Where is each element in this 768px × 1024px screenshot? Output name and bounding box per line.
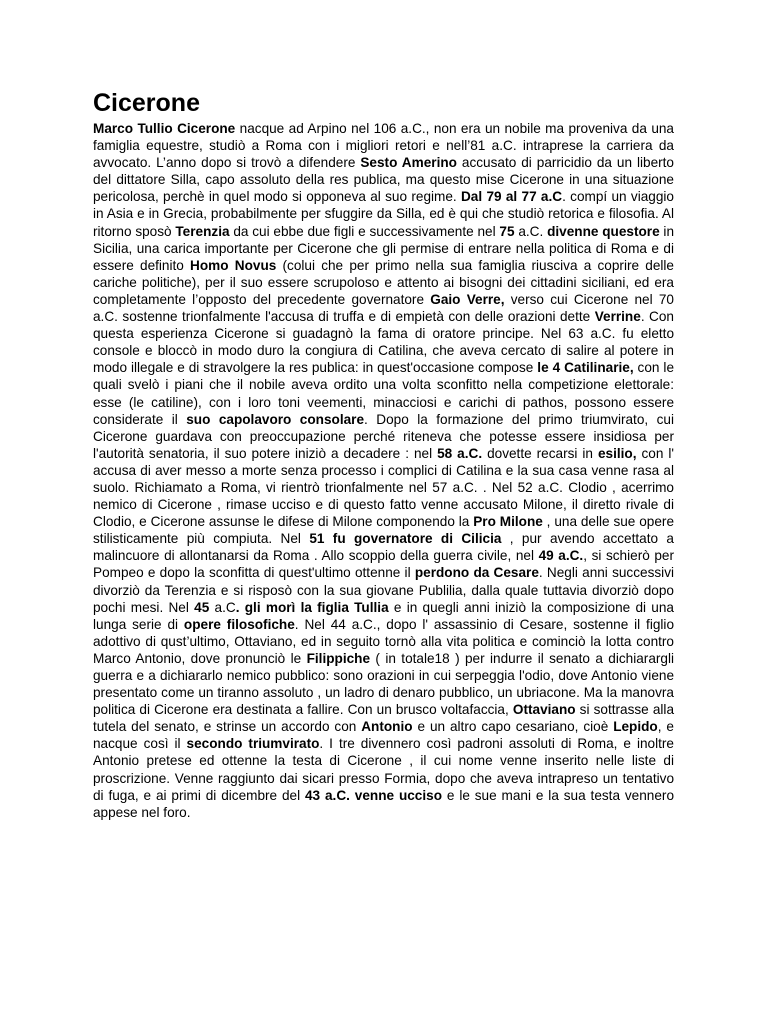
bold-text-run: 45	[194, 599, 210, 615]
text-run: ( in totale18 ) per indurre il senato a dichiarargli guerra e a dichiararlo nemico pubblico: sono orazioni in cui serpeggia l'odio, dove Antonio viene presentato come un tiranno assoluto , un ladro di denaro pubblico, un ubriacone. Ma la manovra politica di Cicerone era destinata a fallire. Con un brusco voltafaccia,	[93, 650, 675, 718]
text-run: si sottrasse alla tutela del senato, e strinse un accordo con	[93, 702, 674, 735]
text-run: . Dopo la formazione del primo triumvirato, cui Cicerone guardava con preoccupazione perché riteneva che potesse essere insidiosa per l'autorità senatoria, il suo potere iniziò a decadere : nel	[93, 411, 674, 461]
bold-text-run: Sesto Amerino	[360, 155, 457, 171]
text-run: . compí un viaggio in Asia e in Grecia, probabilmente per sfuggire da Silla, ed è qui che studiò retorica e filosofia. Al ritorno sposò	[93, 189, 674, 239]
document-page	[93, 86, 674, 821]
document-title: Cicerone	[93, 89, 200, 117]
bold-text-run: Verrine	[594, 309, 641, 325]
bold-text-run: 58 a.C.	[437, 445, 483, 461]
text-run: e le sue mani e la sua testa vennero appese nel foro.	[93, 787, 675, 820]
text-run: con l' accusa di aver messo a morte senza processo i complici di Catilina e la sua casa venne rasa al suolo. Richiamato a Roma, vi rientrò trionfalmente nel 57 a.C. . Nel 52 a.C. Clodio , acerrimo nemico di Cicerone , rimase ucciso e di questo fatto venne accusato Milone, il diretto rivale di Clodio, e Cicerone assunse le difese di Milone componendo la	[93, 445, 674, 530]
text-run: e un altro capo cesariano, cioè	[412, 719, 614, 735]
bold-text-run: Homo Novus	[190, 257, 277, 273]
bold-text-run: . gli morì la figlia Tullia	[235, 599, 389, 615]
bold-text-run: le 4 Catilinarie,	[537, 360, 634, 376]
text-run: (colui che per primo nella sua famiglia riusciva a coprire delle cariche politiche), per il suo essere scrupoloso e attento ai bisogni dei cittadini siciliani, ed era completamente l’opposto del precedente governatore	[93, 257, 674, 307]
bold-text-run: Filippiche	[306, 650, 371, 666]
text-run: accusato di parricidio da un liberto del dittatore Silla, capo assoluto della res publica, ma questo mise Cicerone in una situazione pericolosa, perchè in quel modo si opponeva al suo regime.	[93, 155, 674, 205]
bold-text-run: opere filosofiche	[183, 616, 295, 632]
text-run: . Con questa esperienza Cicerone si guadagnò la fama di oratore principe. Nel 63 a.C. fu eletto console e bloccò in modo duro la congiura di Catilina, che aveva cercato di salire al potere in modo illegale e di stravolgere la res publica: in quest'occasione compose	[93, 309, 674, 376]
text-run: . Negli anni successivi divorziò da Terenzia e si risposò con la sua giovane Publilia, dalla quale tuttavia divorziò dopo pochi mesi. Nel	[93, 565, 675, 615]
bold-text-run: perdono da Cesare	[414, 565, 539, 581]
bold-text-run: Pro Milone	[473, 514, 543, 530]
bold-text-run: suo capolavoro consolare	[186, 411, 365, 427]
text-run: a.C	[209, 599, 236, 615]
text-run: e in quegli anni iniziò la composizione di una lunga serie di	[93, 599, 674, 632]
text-run: . I tre divennero così padroni assoluti di Roma, e inoltre Antonio pretese ed ottenne la testa di Cicerone , il cui nome venne inserito nelle liste di proscrizione. Venne raggiunto dai sicari presso Formia, dopo che aveva intrapreso un tentativo di fuga, e ai primi di dicembre del	[93, 736, 674, 803]
text-run: . Nel 44 a.C., dopo l' assassinio di Cesare, sostenne il figlio adottivo di qust’ultimo, Ottaviano, ed in seguito tornò alla vita politica e cominciò la lotta contro Marco Antonio, dove pronunciò le	[93, 616, 675, 666]
text-run: , una delle sue opere stilisticamente più compiuta. Nel	[93, 514, 675, 547]
text-run: dovette recarsi in	[482, 445, 598, 461]
bold-text-run: esilio,	[597, 445, 637, 461]
text-run: in Sicilia, una carica importante per Cicerone che gli permise di entrare nella politica di Roma e di essere definito	[93, 223, 675, 273]
text-run: con le quali svelò i piani che il nobile aveva ordito una volta sconfitto nella competizione elettorale: esse (le catiline), con i loro toni veementi, minacciosi e carichi di pathos, possono essere considerate il	[93, 360, 675, 427]
text-run: , pur avendo accettato a malincuore di allontanarsi da Roma . Allo scoppio della guerra civile, nel	[93, 531, 674, 564]
bold-text-run: Lepido	[613, 719, 658, 735]
bold-text-run: 43 a.C. venne ucciso	[305, 787, 443, 803]
bold-text-run: 49 a.C.	[538, 548, 584, 564]
bold-text-run: Marco Tullio Cicerone	[93, 121, 236, 136]
bold-text-run: Dal 79 al 77 a.C	[460, 189, 563, 205]
body-paragraph	[93, 120, 674, 821]
text-run: verso cui Cicerone nel 70 a.C. sostenne trionfalmente l'accusa di truffa e di empietà con delle orazioni dette	[93, 291, 674, 325]
bold-text-run: Ottaviano	[512, 702, 576, 718]
bold-text-run: 51 fu governatore di Cilicia	[309, 531, 502, 547]
text-run: , si schierò per Pompeo e dopo la sconfitta di quest'ultimo ottenne il	[93, 548, 675, 581]
text-run: nacque ad Arpino nel 106 a.C., non era un nobile ma proveniva da una famiglia equestre, studiò a Roma con i migliori retori e nell’81 a.C. intraprese la carriera da avvocato. L’anno dopo si trovò a difendere	[93, 121, 674, 171]
text-run: da cui ebbe due figli e successivamente nel	[229, 223, 500, 239]
bold-text-run: secondo triumvirato	[186, 736, 320, 752]
bold-text-run: Gaio Verre,	[430, 291, 505, 307]
bold-text-run: Antonio	[361, 719, 413, 735]
text-run: a.C.	[514, 223, 548, 239]
text-run: , e nacque così il	[93, 719, 674, 752]
bold-text-run: Terenzia	[175, 223, 230, 239]
bold-text-run: 75	[499, 223, 515, 239]
bold-text-run: divenne questore	[547, 223, 660, 239]
